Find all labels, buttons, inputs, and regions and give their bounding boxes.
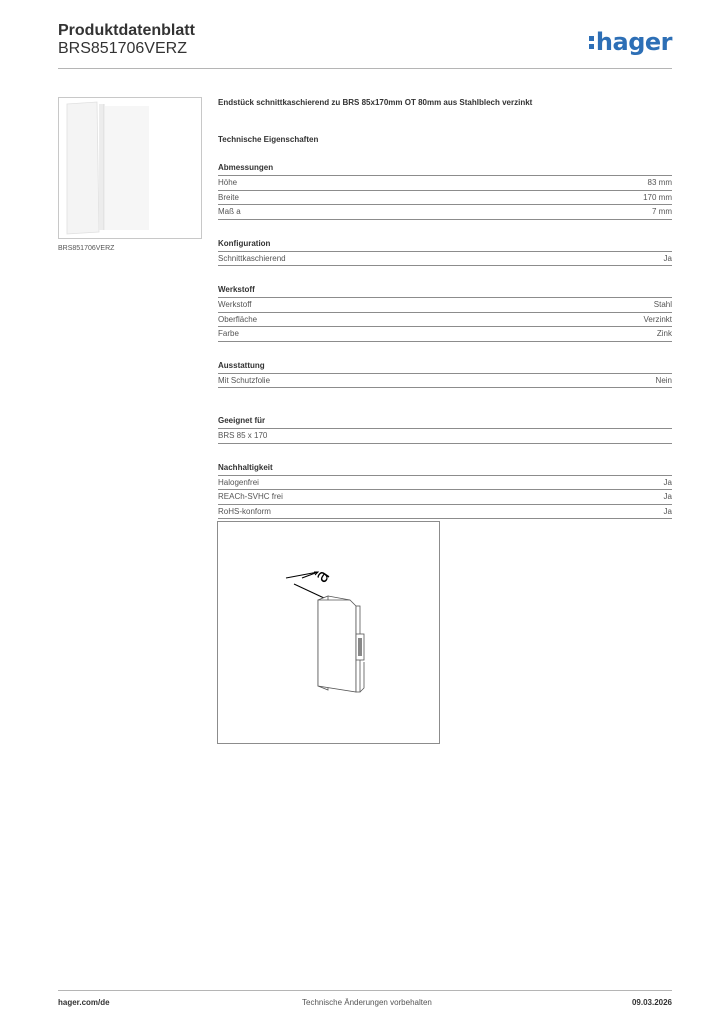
property-value: Verzinkt (643, 314, 672, 324)
section-ausstattung (218, 361, 672, 389)
brand-logo (589, 28, 672, 56)
technical-properties-heading: Technische Eigenschaften (218, 135, 319, 144)
section-nachhaltigkeit (218, 463, 672, 520)
end-piece-drawing-icon (218, 522, 439, 743)
property-label: REACh-SVHC frei (218, 492, 283, 501)
property-value: Ja (663, 492, 672, 501)
logo-dots-icon (589, 36, 594, 49)
property-row (218, 429, 672, 444)
product-photo-icon (59, 98, 201, 238)
property-label: Breite (218, 192, 239, 202)
section-title: Konfiguration (218, 239, 672, 252)
property-row (218, 298, 672, 313)
main-content (218, 92, 672, 548)
product-image-caption: BRS851706VERZ (58, 245, 115, 252)
product-image (58, 97, 202, 239)
footer-website-link[interactable]: hager.com/de (58, 998, 110, 1007)
section-title: Werkstoff (218, 285, 672, 298)
property-label: Farbe (218, 329, 239, 338)
section-abmessungen (218, 163, 672, 220)
section-title: Geeignet für (218, 416, 672, 429)
property-label: Höhe (218, 178, 238, 187)
technical-drawing (217, 521, 440, 744)
header-divider (58, 68, 672, 69)
property-row (218, 476, 672, 491)
property-row (218, 205, 672, 220)
section-konfiguration (218, 239, 672, 267)
property-row (218, 176, 672, 191)
property-row (218, 327, 672, 342)
property-row (218, 374, 672, 389)
property-label: Maß a (218, 207, 241, 216)
property-row (218, 313, 672, 328)
section-werkstoff (218, 285, 672, 342)
property-label: Halogenfrei (218, 477, 259, 487)
property-label: Schnittkaschierend (218, 253, 286, 263)
footer-divider (58, 990, 672, 991)
property-value: Ja (663, 253, 672, 263)
footer-date: 09.03.2026 (631, 998, 672, 1007)
property-label: Werkstoff (218, 300, 252, 309)
property-value: 170 mm (643, 192, 672, 202)
property-label: Mit Schutzfolie (218, 375, 271, 385)
product-number: BRS851706VERZ (58, 40, 187, 57)
property-value: Ja (663, 477, 672, 487)
section-title: Ausstattung (218, 361, 672, 374)
brand-name: hager (595, 28, 672, 56)
page-title: Produktdatenblatt (58, 22, 195, 39)
property-row (218, 252, 672, 267)
property-value: Zink (656, 329, 672, 338)
property-label: RoHS-konform (218, 506, 271, 516)
property-row (218, 490, 672, 505)
property-value: 7 mm (652, 207, 672, 216)
dimension-label: a (310, 565, 335, 587)
property-row (218, 191, 672, 206)
product-description: Endstück schnittkaschierend zu BRS 85x170mm OT 80mm aus Stahlblech verzinkt (218, 98, 533, 107)
property-value: 83 mm (647, 178, 672, 187)
property-value: Stahl (653, 300, 672, 309)
property-label: BRS 85 x 170 (218, 431, 268, 440)
property-row (218, 505, 672, 520)
property-value: Ja (663, 506, 672, 516)
section-geeignet (218, 416, 672, 444)
section-title: Nachhaltigkeit (218, 463, 672, 476)
property-value: Nein (655, 375, 672, 385)
property-label: Oberfläche (218, 314, 258, 324)
footer-notice: Technische Änderungen vorbehalten (302, 998, 432, 1007)
section-title: Abmessungen (218, 163, 672, 176)
